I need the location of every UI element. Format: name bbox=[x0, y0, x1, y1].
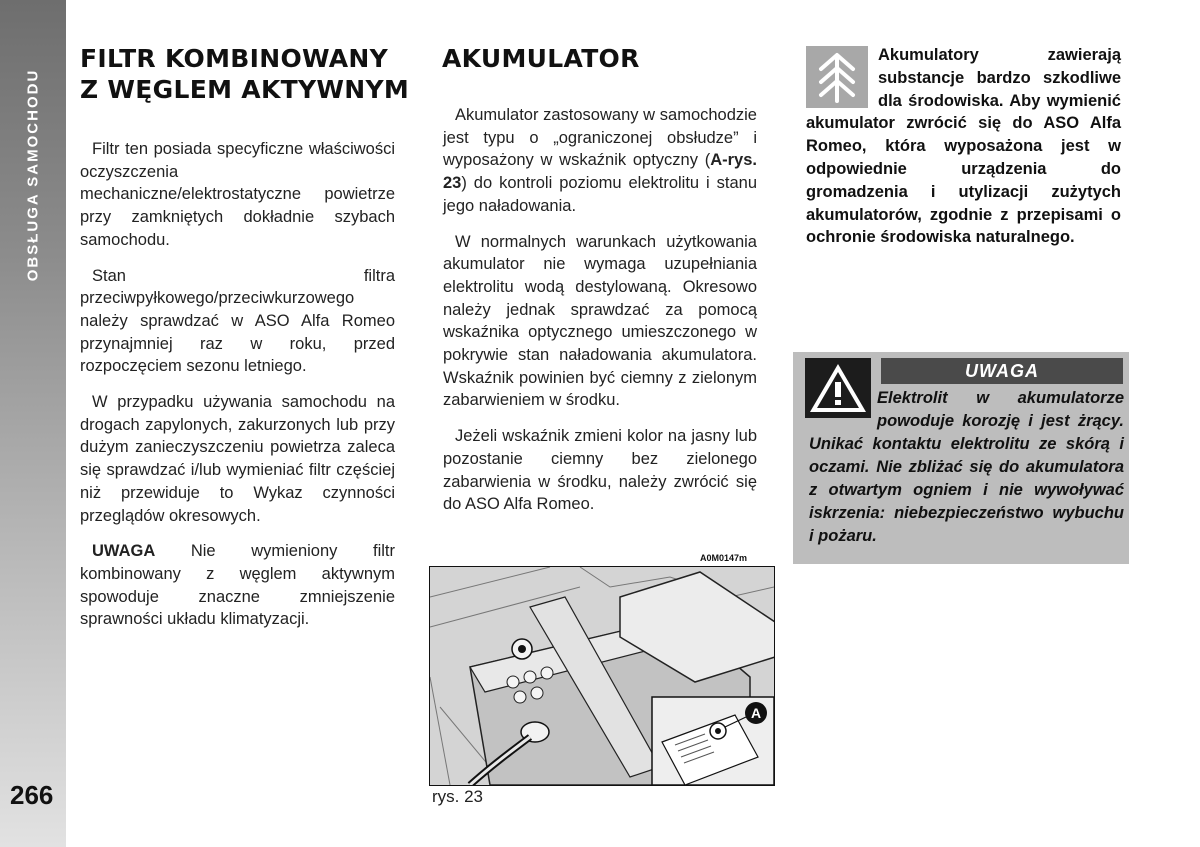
filter-paragraph: W przypadku używania samochodu na drogach zapylonych, zakurzonych lub przy dużym zanieczyszczeniu powietrza zaleca się sprawdzać i/lub wymieniać filtr częściej niż przewiduje to Wykaz czynności przeglądów okresowych. bbox=[80, 393, 395, 525]
figure-caption: rys. 23 bbox=[432, 787, 484, 806]
filter-paragraph: Stan filtra przeciwpyłkowego/przeciwkurzowego należy sprawdzać w ASO Alfa Romeo przynajmniej raz w roku, przed rozpoczęciem sezonu letniego. bbox=[80, 266, 395, 376]
battery-paragraph: W normalnych warunkach użytkowania akumulator nie wymaga uzupełniania elektrolitu wodą destylowaną. Okresowo należy jednak sprawdzać za pomocą wskaźnika optycznego umieszczonego w pokrywie stan naładowania akumulatora. Wskaźnik powinien być ciemny z zielonym zabarwieniem w środku. bbox=[443, 232, 757, 410]
note-text: Nie wymieniony filtr kombinowany z węglem aktywnym spowoduje znaczne zmniejszenie sprawności układu klimatyzacji. bbox=[80, 542, 395, 629]
warning-box bbox=[793, 352, 1129, 564]
battery-section-title: AKUMULATOR bbox=[442, 44, 640, 73]
environment-note bbox=[806, 44, 1121, 249]
warning-text: Elektrolit w akumulatorze powoduje korozję i jest żrący. Unikać kontaktu elektrolitu ze skórą i oczami. Nie zbliżać się do akumulatora z otwartym ogniem i nie wywoływać iskrzenia: niebezpieczeństwo wybuchu i pożaru. bbox=[809, 389, 1124, 545]
note-label: UWAGA bbox=[92, 542, 156, 561]
battery-illustration bbox=[429, 566, 775, 786]
battery-paragraph: Jeżeli wskaźnik zmieni kolor na jasny lub pozostanie ciemny bez zielonego zabarwienia w środku, należy zwrócić się do ASO Alfa Romeo. bbox=[443, 427, 757, 514]
filter-title-line1: FILTR KOMBINOWANY bbox=[80, 44, 389, 73]
figure-callout-label: A bbox=[750, 705, 762, 721]
recycle-tree-icon bbox=[806, 46, 868, 108]
battery-text: Akumulator zastosowany w samochodzie jest typu o „ograniczonej obsłudze” i wyposażony w wskaźnik optyczny ( bbox=[443, 106, 757, 170]
figure-code: A0M0147m bbox=[700, 553, 748, 563]
filter-section-title bbox=[80, 43, 410, 105]
warning-title: UWAGA bbox=[881, 358, 1123, 384]
environment-note-text: Akumulatory zawierają substancje bardzo szkodliwe dla środowiska. Aby wymienić akumulator zwrócić się do ASO Alfa Romeo, która wyposażona jest w odpowiednie urządzenia do gromadzenia i utylizacji zużytych akumulatorów, zgodnie z przepisami o ochronie środowiska naturalnego. bbox=[806, 46, 1121, 247]
filter-section-body bbox=[80, 138, 395, 644]
page-number: 266 bbox=[10, 780, 54, 810]
battery-section-body bbox=[443, 104, 757, 529]
warning-text-block bbox=[809, 387, 1124, 548]
filter-paragraph: Filtr ten posiada specyficzne właściwości oczyszczenia mechaniczne/elektrostatyczne powietrze przy zamkniętych dokładnie szybach samochodu. bbox=[80, 140, 395, 249]
figure-reference: A-rys. 23 bbox=[443, 151, 757, 193]
section-side-label: OBSŁUGA SAMOCHODU bbox=[24, 68, 42, 282]
battery-paragraph bbox=[443, 104, 757, 218]
filter-title-line2: Z WĘGLEM AKTYWNYM bbox=[80, 75, 410, 104]
filter-note-paragraph bbox=[80, 540, 395, 631]
battery-text: ) do kontroli poziomu elektrolitu i stanu jego naładowania. bbox=[443, 174, 757, 215]
